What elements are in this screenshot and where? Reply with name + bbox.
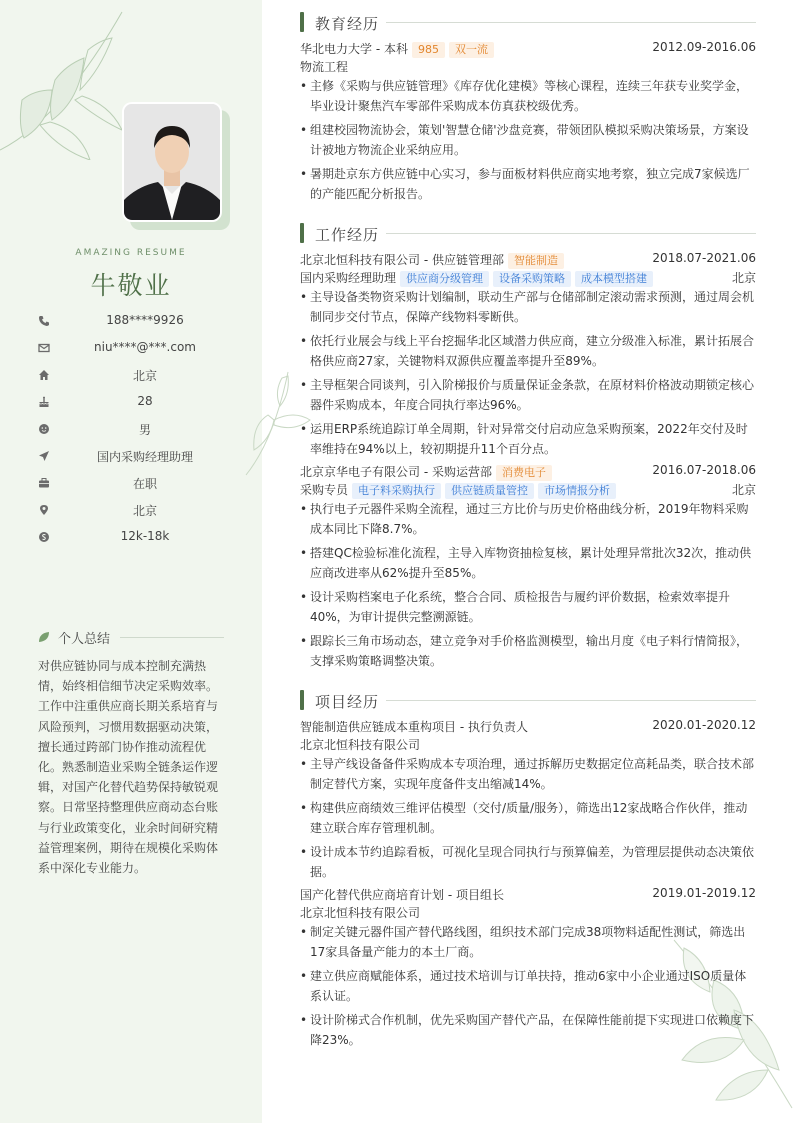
skill-tag: 市场情报分析 [538,483,616,499]
list-item: • 制定关键元器件国产替代路线图，组织技术部门完成38项物料适配性测试，筛选出17家具备量产能力的本土厂商。 [300,925,746,959]
list-item: • 设计阶梯式合作机制，优先采购国产替代产品，在保障性能前提下实现进口依赖度下降23%。 [300,1013,755,1047]
list-item: • 搭建QC检验标准化流程，主导入库物资抽检复核，累计处理异常批次32次，推动供应商改进率从62%提升至85%。 [300,546,752,580]
major-row [300,58,756,76]
list-item: • 设计成本节约追踪看板，可视化呈现合同执行与预算偏差，为管理层提供动态决策依据。 [300,845,755,879]
leaf-icon [38,631,50,643]
gender-icon [38,423,50,435]
profile-photo-frame [122,102,222,222]
education-row [300,40,756,58]
candidate-name: 牛敬业 [90,271,172,300]
list-item: • 跟踪长三角市场动态，建立竞争对手价格监测模型，输出月度《电子料行情简报》，支撑采购策略调整决策。 [300,634,749,668]
list-item: • 主导设备类物资采购计划编制，联动生产部与仓储部制定滚动需求预测，通过周会机制同步交付节点，保障产线物料零断供。 [300,290,755,324]
job-role: 国内采购经理助理 [300,271,397,285]
section-title: 项目经历 [315,693,380,711]
skill-tag: 电子料采购执行 [352,483,441,499]
info-phone: 188****9926 [38,312,228,332]
job-role-row [300,481,756,499]
list-item: • 依托行业展会与线上平台挖掘华北区域潜力供应商，建立分级准入标准，累计拓展合格供应商27家，关键物料双源供应覆盖率提升至89%。 [300,334,755,368]
info-home: 北京 [38,366,228,386]
list-item: • 运用ERP系统追踪订单全周期，针对异常交付启动应急采购预案，2022年交付及时率维持在94%以上，较初期提升11个百分点。 [300,422,748,456]
skill-tag: 供应商分级管理 [400,271,489,287]
job-city: 北京 [731,271,756,285]
phone-icon [38,315,50,327]
skill-tag: 供应链质量管控 [445,483,534,499]
info-target-position: 国内采购经理助理 [38,447,228,467]
project-date: 2019.01-2019.12 [652,886,756,900]
info-age: 28 [38,393,228,413]
project-date: 2020.01-2020.12 [652,718,756,732]
education-date: 2012.09-2016.06 [652,40,756,54]
mail-icon [38,342,50,354]
list-item: • 建立供应商赋能体系，通过技术培训与订单扶持，推动6家中小企业通过ISO质量体系认证。 [300,969,747,1003]
section-projects-header [300,690,756,710]
list-item: • 主导产线设备备件采购成本专项治理，通过拆解历史数据定位高耗品类，联合技术部制定替代方案，实现年度备件支出缩减14%。 [300,757,755,791]
company-name: 北京北恒科技有限公司 - 供应链管理部 [300,253,504,267]
list-item: • 构建供应商绩效三维评估模型（交付/质量/服务），筛选出12家战略合作伙伴，推动建立联合库存管理机制。 [300,801,748,835]
skill-tag: 设备采购策略 [493,271,571,287]
info-gender: 男 [38,420,228,440]
leaf-branch-decoration [0,10,140,160]
tag-double-first-class: 双一流 [449,42,494,58]
sidebar [0,0,262,1123]
list-item: • 组建校园物流协会，策划'智慧仓储'沙盘竞赛，带领团队模拟采购决策场景，方案设计被地方物流企业采纳应用。 [300,123,749,157]
job-header [300,251,756,269]
section-education-header [300,12,756,32]
industry-tag: 智能制造 [508,253,564,269]
info-salary: 12k-18k [38,528,228,548]
industry-tag: 消费电子 [496,465,552,481]
section-title: 工作经历 [315,226,380,244]
project-name: 国产化替代供应商培育计划 - 项目组长 [300,888,504,902]
resume-tagline: AMAZING RESUME [75,248,187,258]
briefcase-icon [38,477,50,489]
home-icon [38,369,50,381]
job-date: 2016.07-2018.06 [652,463,756,477]
job-date: 2018.07-2021.06 [652,251,756,265]
project-org-row [300,904,756,922]
major: 物流工程 [300,60,349,74]
project-org: 北京北恒科技有限公司 [300,906,421,920]
list-item: • 暑期赴京东方供应链中心实习，参与面板材料供应商实地考察，独立完成7家候选厂的产能匹配分析报告。 [300,167,750,201]
info-email: niu****@***.com [38,339,228,359]
job-city: 北京 [731,483,756,497]
company-name: 北京京华电子有限公司 - 采购运营部 [300,465,492,479]
salary-icon [38,531,50,543]
job-role-row [300,269,756,287]
project-org: 北京北恒科技有限公司 [300,738,421,752]
list-item: • 执行电子元器件采购全流程，通过三方比价与历史价格曲线分析，2019年物料采购成本同比下降8.7%。 [300,502,749,536]
school-name: 华北电力大学 - 本科 [300,42,408,56]
summary-title: 个人总结 [58,632,111,647]
project-header [300,718,756,736]
location-pin-icon [38,504,50,516]
info-status: 在职 [38,474,228,494]
info-location: 北京 [38,501,228,521]
project-org-row [300,736,756,754]
tag-985: 985 [412,42,445,58]
list-item: • 设计采购档案电子化系统，整合合同、质检报告与履约评价数据，检索效率提升40%，为审计提供完整溯源链。 [300,590,731,624]
list-item: • 主导框架合同谈判，引入阶梯报价与质量保证金条款，在原材料价格波动期锁定核心器件采购成本，年度合同执行率达96%。 [300,378,755,412]
profile-photo [122,102,222,222]
summary-header [38,628,224,646]
send-icon [38,450,50,462]
project-header [300,886,756,904]
section-work-header [300,223,756,243]
section-title: 教育经历 [315,15,380,33]
skill-tag: 成本模型搭建 [575,271,653,287]
job-header [300,463,756,481]
cake-icon [38,396,50,408]
job-role: 采购专员 [300,483,349,497]
project-name: 智能制造供应链成本重构项目 - 执行负责人 [300,720,528,734]
list-item: • 主修《采购与供应链管理》《库存优化建模》等核心课程，连续三年获专业奖学金，毕业设计聚焦汽车零部件采购成本仿真获校级优秀。 [300,79,749,113]
summary-text: 对供应链协同与成本控制充满热情，始终相信细节决定采购效率。工作中注重供应商长期关系培育与风险预判，习惯用数据驱动决策，擅长通过跨部门协作推动流程优化。熟悉制造业采购全链条运作逻辑，对国产化替代趋势保持敏锐观察。日常坚持整理供应商动态台账与行业政策变化，业余时间研究精益管理案例，期待在规模化采购体系中深化专业能力。 [38,659,219,876]
